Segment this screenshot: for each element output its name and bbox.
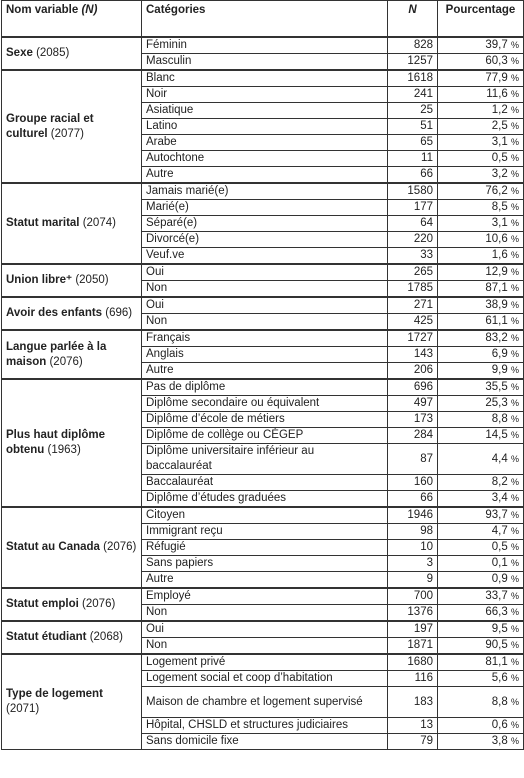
- table-row: [2, 621, 524, 638]
- variable-name: Statut marital: [6, 217, 80, 229]
- variable-count: (2076): [103, 541, 137, 553]
- variable-name: Statut au Canada: [6, 541, 100, 553]
- variable-count: (696): [105, 307, 133, 319]
- percentage-value: 93,7: [485, 509, 508, 521]
- percent-sign: %: [510, 105, 519, 115]
- percent-sign: %: [510, 453, 519, 464]
- count-cell: 9: [388, 572, 438, 589]
- variable-count: (2071): [6, 703, 40, 715]
- percentage-cell: [438, 151, 524, 167]
- variable-group: [2, 70, 524, 183]
- demographics-table: [1, 0, 524, 750]
- percent-sign: %: [510, 607, 519, 617]
- header-variable: Nom variable (N): [2, 1, 142, 38]
- percentage-cell: [438, 475, 524, 491]
- percentage-value: 1,2: [491, 104, 508, 116]
- percent-sign: %: [510, 234, 519, 244]
- percent-sign: %: [510, 574, 519, 584]
- table-row: [2, 264, 524, 281]
- count-cell: 66: [388, 167, 438, 184]
- category-cell: Séparé(e): [142, 216, 388, 232]
- table-row: [2, 70, 524, 87]
- percentage-cell: [438, 347, 524, 363]
- variable-name-cell: [2, 330, 142, 379]
- category-cell: Veuf.ve: [142, 248, 388, 265]
- percent-sign: %: [510, 510, 519, 520]
- count-cell: 64: [388, 216, 438, 232]
- count-cell: 220: [388, 232, 438, 248]
- count-cell: 828: [388, 37, 438, 54]
- header-categories: Catégories: [142, 1, 388, 38]
- percent-sign: %: [510, 526, 519, 536]
- percent-sign: %: [510, 414, 519, 424]
- count-cell: 116: [388, 671, 438, 687]
- count-cell: 51: [388, 119, 438, 135]
- count-cell: 177: [388, 200, 438, 216]
- category-cell: Arabe: [142, 135, 388, 151]
- percentage-cell: [438, 363, 524, 380]
- percentage-cell: [438, 297, 524, 314]
- count-cell: 197: [388, 621, 438, 638]
- percentage-cell: [438, 605, 524, 622]
- percentage-cell: [438, 232, 524, 248]
- count-cell: 1946: [388, 507, 438, 524]
- percentage-value: 60,3: [485, 55, 508, 67]
- percent-sign: %: [510, 673, 519, 683]
- variable-name-cell: [2, 297, 142, 330]
- percentage-value: 8,2: [491, 476, 508, 488]
- table-row: [2, 588, 524, 605]
- category-cell: Asiatique: [142, 103, 388, 119]
- percentage-value: 8,8: [491, 413, 508, 425]
- variable-name-cell: [2, 588, 142, 621]
- category-cell: Non: [142, 281, 388, 298]
- percent-sign: %: [510, 137, 519, 147]
- percent-sign: %: [510, 624, 519, 634]
- percentage-cell: [438, 491, 524, 508]
- percentage-cell: [438, 167, 524, 184]
- percentage-value: 33,7: [485, 590, 508, 602]
- variable-name: Groupe racial et culturel: [6, 112, 94, 140]
- percentage-value: 5,6: [491, 672, 508, 684]
- variable-count: (2076): [49, 355, 83, 368]
- category-cell: Non: [142, 605, 388, 622]
- percentage-value: 0,5: [491, 152, 508, 164]
- percentage-cell: [438, 687, 524, 718]
- percentage-cell: [438, 718, 524, 734]
- percentage-cell: [438, 444, 524, 475]
- percent-sign: %: [510, 736, 519, 746]
- variable-name: Union libre⁺: [6, 274, 73, 286]
- category-cell: Sans domicile fixe: [142, 734, 388, 750]
- variable-name: Avoir des enfants: [6, 307, 103, 319]
- percentage-cell: [438, 638, 524, 655]
- count-cell: 425: [388, 314, 438, 331]
- variable-group: [2, 654, 524, 750]
- variable-count: (2076): [82, 598, 116, 610]
- percent-sign: %: [510, 40, 519, 50]
- variable-group: [2, 264, 524, 297]
- percent-sign: %: [510, 477, 519, 487]
- percentage-value: 39,7: [485, 39, 508, 51]
- count-cell: 13: [388, 718, 438, 734]
- percentage-value: 8,5: [491, 201, 508, 213]
- category-cell: Masculin: [142, 54, 388, 71]
- percentage-cell: [438, 556, 524, 572]
- count-cell: 1785: [388, 281, 438, 298]
- percentage-cell: [438, 396, 524, 412]
- percent-sign: %: [510, 591, 519, 601]
- category-cell: Jamais marié(e): [142, 183, 388, 200]
- category-cell: Logement social et coop d’habitation: [142, 671, 388, 687]
- percentage-value: 3,2: [491, 168, 508, 180]
- table-row: [2, 379, 524, 396]
- count-cell: 206: [388, 363, 438, 380]
- percent-sign: %: [510, 696, 519, 707]
- category-cell: Pas de diplôme: [142, 379, 388, 396]
- count-cell: 79: [388, 734, 438, 750]
- variable-count: (1963): [47, 444, 81, 456]
- percentage-value: 6,9: [491, 348, 508, 360]
- percent-sign: %: [510, 202, 519, 212]
- count-cell: 265: [388, 264, 438, 281]
- count-cell: 1580: [388, 183, 438, 200]
- variable-name: Plus haut diplôme obtenu: [6, 429, 106, 456]
- count-cell: 143: [388, 347, 438, 363]
- variable-name-cell: [2, 654, 142, 750]
- variable-name: Sexe: [6, 47, 33, 59]
- count-cell: 25: [388, 103, 438, 119]
- category-cell: Divorcé(e): [142, 232, 388, 248]
- count-cell: 65: [388, 135, 438, 151]
- count-cell: 33: [388, 248, 438, 265]
- percent-sign: %: [510, 382, 519, 392]
- percent-sign: %: [510, 657, 519, 667]
- table-row: [2, 297, 524, 314]
- category-cell: Diplôme secondaire ou équivalent: [142, 396, 388, 412]
- percentage-value: 9,5: [491, 623, 508, 635]
- table-row: [2, 183, 524, 200]
- percentage-cell: [438, 379, 524, 396]
- variable-name-cell: [2, 37, 142, 70]
- count-cell: 241: [388, 87, 438, 103]
- category-cell: Diplôme d’études graduées: [142, 491, 388, 508]
- category-cell: Réfugié: [142, 540, 388, 556]
- percentage-value: 0,1: [491, 557, 508, 569]
- percentage-value: 66,3: [485, 606, 508, 618]
- variable-name-cell: [2, 70, 142, 183]
- category-cell: Non: [142, 314, 388, 331]
- variable-name: Langue parlée à la maison: [6, 340, 107, 368]
- category-cell: Blanc: [142, 70, 388, 87]
- percent-sign: %: [510, 56, 519, 66]
- percentage-cell: [438, 572, 524, 589]
- count-cell: 497: [388, 396, 438, 412]
- header-n: N: [388, 1, 438, 38]
- variable-count: (2050): [75, 274, 109, 286]
- percentage-value: 38,9: [485, 299, 508, 311]
- percentage-value: 0,5: [491, 541, 508, 553]
- variable-group: [2, 379, 524, 507]
- count-cell: 1727: [388, 330, 438, 347]
- percentage-value: 0,6: [491, 719, 508, 731]
- category-cell: Diplôme universitaire inférieur au baccalauréat: [142, 444, 388, 475]
- percentage-value: 4,4: [491, 452, 508, 465]
- percentage-cell: [438, 507, 524, 524]
- percentage-value: 10,6: [485, 233, 508, 245]
- percentage-value: 35,5: [485, 381, 508, 393]
- percentage-cell: [438, 734, 524, 750]
- count-cell: 1257: [388, 54, 438, 71]
- percentage-value: 1,6: [491, 249, 508, 261]
- count-cell: 66: [388, 491, 438, 508]
- variable-name-cell: [2, 621, 142, 654]
- percentage-value: 87,1: [485, 282, 508, 294]
- variable-name: Type de logement: [6, 688, 103, 700]
- count-cell: 1618: [388, 70, 438, 87]
- percentage-cell: [438, 87, 524, 103]
- percentage-value: 90,5: [485, 639, 508, 651]
- percentage-value: 3,1: [491, 136, 508, 148]
- percentage-value: 11,6: [486, 88, 508, 100]
- category-cell: Autre: [142, 363, 388, 380]
- variable-name-cell: [2, 507, 142, 588]
- percent-sign: %: [510, 73, 519, 83]
- category-cell: Oui: [142, 297, 388, 314]
- variable-count: (2085): [36, 47, 70, 59]
- percent-sign: %: [510, 153, 519, 163]
- category-cell: Marié(e): [142, 200, 388, 216]
- percentage-cell: [438, 314, 524, 331]
- percent-sign: %: [510, 283, 519, 293]
- variable-name: Statut emploi: [6, 598, 79, 610]
- percent-sign: %: [510, 316, 519, 326]
- percentage-cell: [438, 281, 524, 298]
- percentage-cell: [438, 671, 524, 687]
- category-cell: Oui: [142, 264, 388, 281]
- percent-sign: %: [510, 169, 519, 179]
- percentage-value: 9,9: [491, 364, 508, 376]
- percent-sign: %: [510, 349, 519, 359]
- category-cell: Latino: [142, 119, 388, 135]
- variable-group: [2, 37, 524, 70]
- percentage-cell: [438, 103, 524, 119]
- table-row: [2, 507, 524, 524]
- percentage-value: 14,5: [485, 429, 508, 441]
- percent-sign: %: [510, 121, 519, 131]
- percentage-cell: [438, 37, 524, 54]
- percentage-cell: [438, 183, 524, 200]
- percent-sign: %: [510, 542, 519, 552]
- variable-group: [2, 621, 524, 654]
- category-cell: Autre: [142, 167, 388, 184]
- variable-group: [2, 507, 524, 588]
- percentage-value: 2,5: [491, 120, 508, 132]
- table-row: [2, 654, 524, 671]
- percent-sign: %: [510, 365, 519, 375]
- table-row: [2, 37, 524, 54]
- category-cell: Maison de chambre et logement supervisé: [142, 687, 388, 718]
- percentage-cell: [438, 216, 524, 232]
- category-cell: Sans papiers: [142, 556, 388, 572]
- category-cell: Féminin: [142, 37, 388, 54]
- category-cell: Baccalauréat: [142, 475, 388, 491]
- count-cell: 98: [388, 524, 438, 540]
- table-row: [2, 330, 524, 347]
- category-cell: Autochtone: [142, 151, 388, 167]
- count-cell: 183: [388, 687, 438, 718]
- count-cell: 10: [388, 540, 438, 556]
- percentage-cell: [438, 135, 524, 151]
- percentage-value: 76,2: [485, 185, 508, 197]
- percent-sign: %: [510, 250, 519, 260]
- percentage-cell: [438, 524, 524, 540]
- percentage-value: 0,9: [491, 573, 508, 585]
- percentage-cell: [438, 540, 524, 556]
- category-cell: Autre: [142, 572, 388, 589]
- count-cell: 284: [388, 428, 438, 444]
- percentage-cell: [438, 264, 524, 281]
- count-cell: 696: [388, 379, 438, 396]
- percent-sign: %: [510, 640, 519, 650]
- count-cell: 173: [388, 412, 438, 428]
- category-cell: Citoyen: [142, 507, 388, 524]
- variable-count: (2077): [50, 127, 84, 140]
- category-cell: Oui: [142, 621, 388, 638]
- category-cell: Immigrant reçu: [142, 524, 388, 540]
- percentage-value: 77,9: [485, 72, 508, 84]
- percent-sign: %: [510, 300, 519, 310]
- percent-sign: %: [510, 720, 519, 730]
- percent-sign: %: [510, 333, 519, 343]
- variable-name-cell: [2, 379, 142, 507]
- count-cell: 700: [388, 588, 438, 605]
- percentage-cell: [438, 412, 524, 428]
- count-cell: 1376: [388, 605, 438, 622]
- percentage-value: 3,4: [491, 492, 508, 504]
- percentage-value: 12,9: [485, 266, 508, 278]
- percentage-value: 81,1: [485, 656, 508, 668]
- variable-group: [2, 588, 524, 621]
- percent-sign: %: [510, 186, 519, 196]
- percent-sign: %: [510, 430, 519, 440]
- variable-name-cell: [2, 183, 142, 264]
- percentage-cell: [438, 588, 524, 605]
- percentage-value: 3,8: [491, 735, 508, 747]
- count-cell: 1871: [388, 638, 438, 655]
- percent-sign: %: [510, 398, 519, 408]
- category-cell: Hôpital, CHSLD et structures judiciaires: [142, 718, 388, 734]
- category-cell: Employé: [142, 588, 388, 605]
- percentage-cell: [438, 654, 524, 671]
- percentage-value: 25,3: [485, 397, 508, 409]
- table-header: [2, 1, 524, 38]
- percentage-value: 8,8: [491, 695, 508, 708]
- category-cell: Logement privé: [142, 654, 388, 671]
- percentage-value: 83,2: [485, 332, 508, 344]
- percent-sign: %: [510, 558, 519, 568]
- category-cell: Non: [142, 638, 388, 655]
- count-cell: 1680: [388, 654, 438, 671]
- variable-name-cell: [2, 264, 142, 297]
- percentage-cell: [438, 54, 524, 71]
- variable-group: [2, 330, 524, 379]
- count-cell: 160: [388, 475, 438, 491]
- percentage-value: 61,1: [485, 315, 508, 327]
- category-cell: Diplôme d’école de métiers: [142, 412, 388, 428]
- percent-sign: %: [510, 218, 519, 228]
- variable-count: (2068): [89, 631, 123, 643]
- percentage-cell: [438, 621, 524, 638]
- count-cell: 11: [388, 151, 438, 167]
- percentage-cell: [438, 330, 524, 347]
- category-cell: Diplôme de collège ou CÉGEP: [142, 428, 388, 444]
- percent-sign: %: [510, 267, 519, 277]
- variable-group: [2, 297, 524, 330]
- variable-count: (2074): [82, 217, 116, 229]
- percentage-cell: [438, 248, 524, 265]
- variable-group: [2, 183, 524, 264]
- percentage-cell: [438, 119, 524, 135]
- percentage-value: 3,1: [491, 217, 508, 229]
- count-cell: 271: [388, 297, 438, 314]
- category-cell: Noir: [142, 87, 388, 103]
- category-cell: Anglais: [142, 347, 388, 363]
- percent-sign: %: [510, 493, 519, 503]
- count-cell: 87: [388, 444, 438, 475]
- variable-name: Statut étudiant: [6, 631, 87, 643]
- percentage-cell: [438, 428, 524, 444]
- percentage-value: 4,7: [491, 525, 508, 537]
- header-percentage: Pourcentage: [438, 1, 524, 38]
- percentage-cell: [438, 200, 524, 216]
- percent-sign: %: [510, 89, 519, 99]
- count-cell: 3: [388, 556, 438, 572]
- percentage-cell: [438, 70, 524, 87]
- category-cell: Français: [142, 330, 388, 347]
